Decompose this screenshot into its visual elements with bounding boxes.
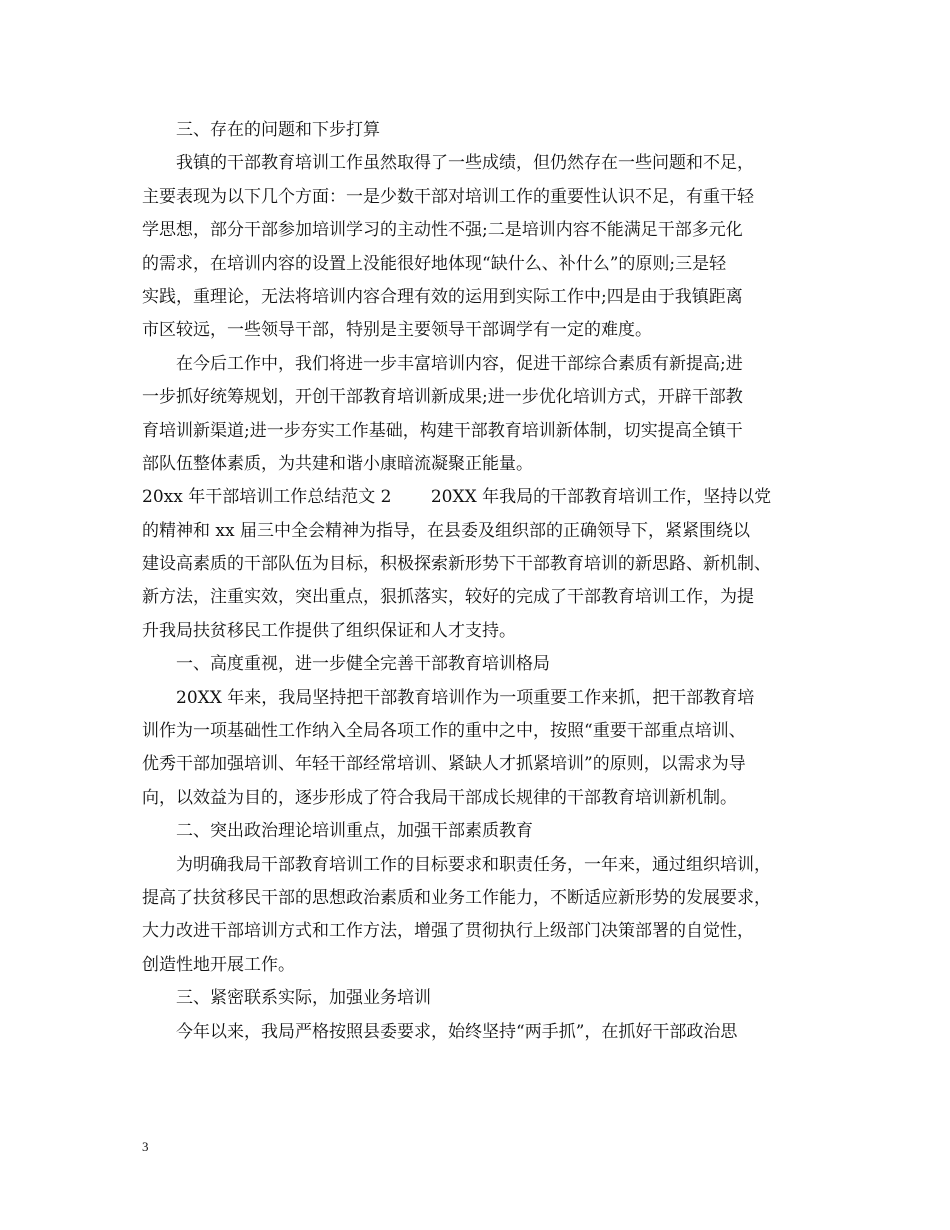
paragraph-line: 大力改进干部培训方式和工作方法，增强了贯彻执行上级部门决策部署的自觉性，: [142, 921, 754, 942]
paragraph-line: 在今后工作中，我们将进一步丰富培训内容，促进干部综合素质有新提高;进: [176, 353, 743, 374]
paragraph-line: 优秀干部加强培训、年轻干部经常培训、紧缺人才抓紧培训”的原则，以需求为导: [142, 754, 746, 775]
paragraph-line: 20XX 年来，我局坚持把干部教育培训作为一项重要工作来抓，把干部教育培: [176, 687, 755, 708]
paragraph-line: 创造性地开展工作。: [142, 954, 295, 975]
paragraph-line: 部队伍整体素质，为共建和谐小康暗流凝聚正能量。: [142, 453, 533, 474]
paragraph-line: 今年以来，我局严格按照县委要求，始终坚持“两手抓”，在抓好干部政治思: [176, 1021, 738, 1042]
paragraph-line: 育培训新渠道;进一步夯实工作基础，构建干部教育培训新体制，切实提高全镇干: [142, 420, 743, 441]
paragraph-line: 学思想，部分干部参加培训学习的主动性不强;二是培训内容不能满足干部多元化: [142, 220, 743, 241]
section-heading: 二、突出政治理论培训重点，加强干部素质教育: [176, 821, 533, 842]
paragraph-line: 为明确我局干部教育培训工作的目标要求和职责任务，一年来，通过组织培训，: [176, 854, 771, 875]
paragraph-line: 升我局扶贫移民工作提供了组织保证和人才支持。: [142, 620, 516, 641]
paragraph-line: 的精神和 xx 届三中全会精神为指导，在县委及组织部的正确领导下，紧紧围绕以: [142, 520, 750, 541]
section-heading: 三、存在的问题和下步打算: [176, 120, 380, 140]
document-body: [142, 114, 812, 1049]
paragraph-line: 新方法，注重实效，突出重点，狠抓落实，较好的完成了干部教育培训工作，为提: [142, 587, 754, 608]
paragraph-line: 建设高素质的干部队伍为目标，积极探索新形势下干部教育培训的新思路、新机制、: [142, 554, 771, 575]
paragraph-line: 实践，重理论，无法将培训内容合理有效的运用到实际工作中;四是由于我镇距离: [142, 286, 743, 307]
paragraph-line: 我镇的干部教育培训工作虽然取得了一些成绩，但仍然存在一些问题和不足，: [176, 153, 754, 174]
paragraph-line: 主要表现为以下几个方面：一是少数干部对培训工作的重要性认识不足，有重干轻: [142, 186, 754, 207]
document-title-line: 20xx 年干部培训工作总结范文 2 20XX 年我局的干部教育培训工作，坚持以党: [142, 487, 772, 508]
paragraph-line: 的需求，在培训内容的设置上没能很好地体现“缺什么、补什么”的原则;三是轻: [142, 253, 727, 274]
paragraph-line: 市区较远，一些领导干部，特别是主要领导干部调学有一定的难度。: [142, 320, 652, 341]
section-heading: 三、紧密联系实际，加强业务培训: [176, 988, 431, 1009]
paragraph-line: 一步抓好统筹规划，开创干部教育培训新成果;进一步优化培训方式，开辟干部教: [142, 387, 743, 408]
paragraph-line: 训作为一项基础性工作纳入全局各项工作的重中之中，按照“重要干部重点培训、: [142, 721, 746, 742]
paragraph-line: 向，以效益为目的，逐步形成了符合我局干部成长规律的干部教育培训新机制。: [142, 787, 737, 808]
paragraph-line: 提高了扶贫移民干部的思想政治素质和业务工作能力，不断适应新形势的发展要求，: [142, 887, 771, 908]
page-number: 3: [142, 1139, 149, 1154]
section-heading: 一、高度重视，进一步健全完善干部教育培训格局: [176, 654, 550, 675]
